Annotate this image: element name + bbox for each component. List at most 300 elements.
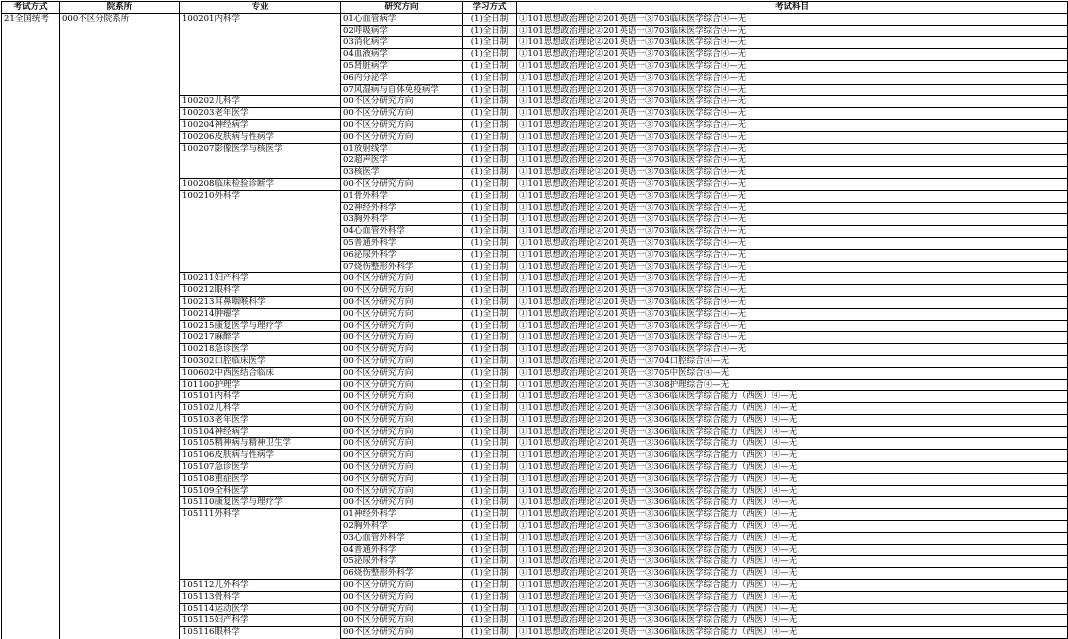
direction-cell: 04血液病学 bbox=[341, 49, 463, 61]
subjects-cell: ①101思想政治理论②201英语一③703临床医学综合④—无 bbox=[517, 285, 1068, 297]
table-row bbox=[2, 580, 1068, 592]
direction-cell: 07风湿病与自体免疫病学 bbox=[341, 84, 463, 96]
direction-cell: 00不区分研究方向 bbox=[341, 367, 463, 379]
major-cell bbox=[180, 532, 341, 544]
department-cell bbox=[60, 615, 180, 627]
study-mode-cell: (1)全日制 bbox=[463, 178, 517, 190]
department-cell bbox=[60, 344, 180, 356]
exam-type-cell bbox=[2, 84, 60, 96]
direction-cell: 00不区分研究方向 bbox=[341, 391, 463, 403]
major-cell: 100212眼科学 bbox=[180, 285, 341, 297]
direction-cell: 05肾脏病学 bbox=[341, 60, 463, 72]
direction-cell: 00不区分研究方向 bbox=[341, 273, 463, 285]
exam-type-cell bbox=[2, 414, 60, 426]
table-row bbox=[2, 332, 1068, 344]
subjects-cell: ①101思想政治理论②201英语一③703临床医学综合④—无 bbox=[517, 72, 1068, 84]
table-row bbox=[2, 603, 1068, 615]
table-row bbox=[2, 568, 1068, 580]
table-row bbox=[2, 131, 1068, 143]
study-mode-cell: (1)全日制 bbox=[463, 379, 517, 391]
table-row bbox=[2, 426, 1068, 438]
subjects-cell: ①101思想政治理论②201英语一③306临床医学综合能力（西医）④—无 bbox=[517, 627, 1068, 639]
study-mode-cell: (1)全日制 bbox=[463, 25, 517, 37]
table-row bbox=[2, 285, 1068, 297]
subjects-cell: ①101思想政治理论②201英语一③306临床医学综合能力（西医）④—无 bbox=[517, 591, 1068, 603]
subjects-cell: ①101思想政治理论②201英语一③703临床医学综合④—无 bbox=[517, 214, 1068, 226]
direction-cell: 06内分泌学 bbox=[341, 72, 463, 84]
direction-cell: 05普通外科学 bbox=[341, 237, 463, 249]
study-mode-cell: (1)全日制 bbox=[463, 155, 517, 167]
department-cell: 000不区分院系所 bbox=[60, 13, 180, 25]
direction-cell: 01神经外科学 bbox=[341, 509, 463, 521]
table-row bbox=[2, 143, 1068, 155]
major-cell bbox=[180, 544, 341, 556]
exam-type-cell bbox=[2, 544, 60, 556]
study-mode-cell: (1)全日制 bbox=[463, 568, 517, 580]
exam-type-cell bbox=[2, 37, 60, 49]
table-row bbox=[2, 296, 1068, 308]
study-mode-cell: (1)全日制 bbox=[463, 131, 517, 143]
department-cell bbox=[60, 84, 180, 96]
subjects-cell: ①101思想政治理论②201英语一③306临床医学综合能力（西医）④—无 bbox=[517, 403, 1068, 415]
direction-cell: 06泌尿外科学 bbox=[341, 249, 463, 261]
major-cell: 105115妇产科学 bbox=[180, 615, 341, 627]
exam-type-cell bbox=[2, 143, 60, 155]
table-row bbox=[2, 37, 1068, 49]
major-cell bbox=[180, 521, 341, 533]
major-cell: 105107急诊医学 bbox=[180, 462, 341, 474]
exam-type-cell bbox=[2, 556, 60, 568]
major-cell: 100217麻醉学 bbox=[180, 332, 341, 344]
table-row bbox=[2, 367, 1068, 379]
study-mode-cell: (1)全日制 bbox=[463, 355, 517, 367]
exam-type-cell: 21全国统考 bbox=[2, 13, 60, 25]
exam-type-cell bbox=[2, 167, 60, 179]
table-row bbox=[2, 155, 1068, 167]
table-row bbox=[2, 261, 1068, 273]
exam-type-cell bbox=[2, 509, 60, 521]
exam-type-cell bbox=[2, 426, 60, 438]
major-cell: 100215康复医学与理疗学 bbox=[180, 320, 341, 332]
subjects-cell: ①101思想政治理论②201英语一③703临床医学综合④—无 bbox=[517, 332, 1068, 344]
direction-cell: 00不区分研究方向 bbox=[341, 450, 463, 462]
direction-cell: 00不区分研究方向 bbox=[341, 344, 463, 356]
major-cell: 105106皮肤病与性病学 bbox=[180, 450, 341, 462]
study-mode-cell: (1)全日制 bbox=[463, 13, 517, 25]
subjects-cell: ①101思想政治理论②201英语一③703临床医学综合④—无 bbox=[517, 249, 1068, 261]
direction-cell: 02超声医学 bbox=[341, 155, 463, 167]
study-mode-cell: (1)全日制 bbox=[463, 96, 517, 108]
major-cell: 100218急诊医学 bbox=[180, 344, 341, 356]
header-direction: 研究方向 bbox=[341, 2, 463, 14]
subjects-cell: ①101思想政治理论②201英语一③703临床医学综合④—无 bbox=[517, 261, 1068, 273]
subjects-cell: ①101思想政治理论②201英语一③703临床医学综合④—无 bbox=[517, 84, 1068, 96]
study-mode-cell: (1)全日制 bbox=[463, 190, 517, 202]
header-major: 专业 bbox=[180, 2, 341, 14]
department-cell bbox=[60, 556, 180, 568]
major-cell bbox=[180, 556, 341, 568]
department-cell bbox=[60, 178, 180, 190]
department-cell bbox=[60, 320, 180, 332]
exam-type-cell bbox=[2, 72, 60, 84]
exam-type-cell bbox=[2, 521, 60, 533]
subjects-cell: ①101思想政治理论②201英语一③705中医综合④—无 bbox=[517, 367, 1068, 379]
major-cell bbox=[180, 155, 341, 167]
department-cell bbox=[60, 60, 180, 72]
study-mode-cell: (1)全日制 bbox=[463, 544, 517, 556]
department-cell bbox=[60, 473, 180, 485]
department-cell bbox=[60, 426, 180, 438]
study-mode-cell: (1)全日制 bbox=[463, 615, 517, 627]
department-cell bbox=[60, 497, 180, 509]
major-cell bbox=[180, 60, 341, 72]
table-row bbox=[2, 450, 1068, 462]
subjects-cell: ①101思想政治理论②201英语一③306临床医学综合能力（西医）④—无 bbox=[517, 580, 1068, 592]
direction-cell: 03核医学 bbox=[341, 167, 463, 179]
header-row bbox=[2, 2, 1068, 14]
direction-cell: 00不区分研究方向 bbox=[341, 355, 463, 367]
department-cell bbox=[60, 296, 180, 308]
study-mode-cell: (1)全日制 bbox=[463, 473, 517, 485]
subjects-cell: ①101思想政治理论②201英语一③703临床医学综合④—无 bbox=[517, 131, 1068, 143]
table-row bbox=[2, 237, 1068, 249]
subjects-cell: ①101思想政治理论②201英语一③703临床医学综合④—无 bbox=[517, 37, 1068, 49]
major-cell: 100204神经病学 bbox=[180, 119, 341, 131]
direction-cell: 05泌尿外科学 bbox=[341, 556, 463, 568]
direction-cell: 01放射线学 bbox=[341, 143, 463, 155]
direction-cell: 02胸外科学 bbox=[341, 521, 463, 533]
department-cell bbox=[60, 379, 180, 391]
direction-cell: 00不区分研究方向 bbox=[341, 308, 463, 320]
direction-cell: 00不区分研究方向 bbox=[341, 296, 463, 308]
exam-type-cell bbox=[2, 403, 60, 415]
major-cell bbox=[180, 167, 341, 179]
department-cell bbox=[60, 403, 180, 415]
table-row bbox=[2, 178, 1068, 190]
exam-type-cell bbox=[2, 25, 60, 37]
subjects-cell: ①101思想政治理论②201英语一③306临床医学综合能力（西医）④—无 bbox=[517, 485, 1068, 497]
direction-cell: 02神经外科学 bbox=[341, 202, 463, 214]
major-cell bbox=[180, 237, 341, 249]
study-mode-cell: (1)全日制 bbox=[463, 332, 517, 344]
direction-cell: 01骨外科学 bbox=[341, 190, 463, 202]
subjects-cell: ①101思想政治理论②201英语一③703临床医学综合④—无 bbox=[517, 178, 1068, 190]
exam-type-cell bbox=[2, 237, 60, 249]
department-cell bbox=[60, 308, 180, 320]
department-cell bbox=[60, 438, 180, 450]
direction-cell: 00不区分研究方向 bbox=[341, 285, 463, 297]
major-cell bbox=[180, 261, 341, 273]
study-mode-cell: (1)全日制 bbox=[463, 556, 517, 568]
exam-type-cell bbox=[2, 273, 60, 285]
direction-cell: 00不区分研究方向 bbox=[341, 426, 463, 438]
table-row bbox=[2, 509, 1068, 521]
department-cell bbox=[60, 214, 180, 226]
major-cell: 105111外科学 bbox=[180, 509, 341, 521]
major-cell bbox=[180, 226, 341, 238]
major-cell bbox=[180, 214, 341, 226]
study-mode-cell: (1)全日制 bbox=[463, 532, 517, 544]
major-cell bbox=[180, 72, 341, 84]
study-mode-cell: (1)全日制 bbox=[463, 603, 517, 615]
department-cell bbox=[60, 190, 180, 202]
major-cell bbox=[180, 249, 341, 261]
table-row bbox=[2, 485, 1068, 497]
study-mode-cell: (1)全日制 bbox=[463, 214, 517, 226]
table-row bbox=[2, 96, 1068, 108]
department-cell bbox=[60, 391, 180, 403]
subjects-cell: ①101思想政治理论②201英语一③703临床医学综合④—无 bbox=[517, 320, 1068, 332]
exam-type-cell bbox=[2, 320, 60, 332]
exam-type-cell bbox=[2, 226, 60, 238]
table-row bbox=[2, 379, 1068, 391]
direction-cell: 00不区分研究方向 bbox=[341, 627, 463, 639]
header-study-mode: 学习方式 bbox=[463, 2, 517, 14]
subjects-cell: ①101思想政治理论②201英语一③306临床医学综合能力（西医）④—无 bbox=[517, 462, 1068, 474]
department-cell bbox=[60, 25, 180, 37]
department-cell bbox=[60, 591, 180, 603]
major-cell: 100201内科学 bbox=[180, 13, 341, 25]
department-cell bbox=[60, 355, 180, 367]
direction-cell: 00不区分研究方向 bbox=[341, 108, 463, 120]
department-cell bbox=[60, 367, 180, 379]
department-cell bbox=[60, 202, 180, 214]
subjects-cell: ①101思想政治理论②201英语一③703临床医学综合④—无 bbox=[517, 143, 1068, 155]
exam-type-cell bbox=[2, 379, 60, 391]
table-row bbox=[2, 556, 1068, 568]
department-cell bbox=[60, 119, 180, 131]
direction-cell: 00不区分研究方向 bbox=[341, 615, 463, 627]
table-row bbox=[2, 544, 1068, 556]
subjects-cell: ①101思想政治理论②201英语一③703临床医学综合④—无 bbox=[517, 296, 1068, 308]
major-cell: 100211妇产科学 bbox=[180, 273, 341, 285]
exam-type-cell bbox=[2, 96, 60, 108]
study-mode-cell: (1)全日制 bbox=[463, 414, 517, 426]
direction-cell: 00不区分研究方向 bbox=[341, 603, 463, 615]
table-row bbox=[2, 25, 1068, 37]
major-cell: 100203老年医学 bbox=[180, 108, 341, 120]
subjects-cell: ①101思想政治理论②201英语一③703临床医学综合④—无 bbox=[517, 49, 1068, 61]
direction-cell: 03心血管外科学 bbox=[341, 532, 463, 544]
exam-type-cell bbox=[2, 131, 60, 143]
table-row bbox=[2, 532, 1068, 544]
table-row bbox=[2, 414, 1068, 426]
subjects-cell: ①101思想政治理论②201英语一③306临床医学综合能力（西医）④—无 bbox=[517, 509, 1068, 521]
major-cell: 105112儿外科学 bbox=[180, 580, 341, 592]
table-row bbox=[2, 190, 1068, 202]
exam-type-cell bbox=[2, 462, 60, 474]
direction-cell: 00不区分研究方向 bbox=[341, 96, 463, 108]
exam-type-cell bbox=[2, 190, 60, 202]
subjects-cell: ①101思想政治理论②201英语一③306临床医学综合能力（西医）④—无 bbox=[517, 603, 1068, 615]
direction-cell: 00不区分研究方向 bbox=[341, 462, 463, 474]
study-mode-cell: (1)全日制 bbox=[463, 308, 517, 320]
direction-cell: 00不区分研究方向 bbox=[341, 591, 463, 603]
department-cell bbox=[60, 532, 180, 544]
study-mode-cell: (1)全日制 bbox=[463, 167, 517, 179]
subjects-cell: ①101思想政治理论②201英语一③308护理综合④—无 bbox=[517, 379, 1068, 391]
direction-cell: 07烧伤整形外科学 bbox=[341, 261, 463, 273]
department-cell bbox=[60, 37, 180, 49]
direction-cell: 00不区分研究方向 bbox=[341, 320, 463, 332]
table-row bbox=[2, 49, 1068, 61]
subjects-cell: ①101思想政治理论②201英语一③703临床医学综合④—无 bbox=[517, 96, 1068, 108]
major-cell: 100213耳鼻咽喉科学 bbox=[180, 296, 341, 308]
department-cell bbox=[60, 96, 180, 108]
study-mode-cell: (1)全日制 bbox=[463, 273, 517, 285]
exam-type-cell bbox=[2, 202, 60, 214]
major-cell: 105116眼科学 bbox=[180, 627, 341, 639]
department-cell bbox=[60, 72, 180, 84]
direction-cell: 02呼吸病学 bbox=[341, 25, 463, 37]
exam-type-cell bbox=[2, 249, 60, 261]
major-cell bbox=[180, 37, 341, 49]
exam-type-cell bbox=[2, 450, 60, 462]
header-department: 院系所 bbox=[60, 2, 180, 14]
admissions-table bbox=[1, 1, 1068, 639]
department-cell bbox=[60, 167, 180, 179]
major-cell: 100602中西医结合临床 bbox=[180, 367, 341, 379]
subjects-cell: ①101思想政治理论②201英语一③306临床医学综合能力（西医）④—无 bbox=[517, 532, 1068, 544]
subjects-cell: ①101思想政治理论②201英语一③703临床医学综合④—无 bbox=[517, 60, 1068, 72]
direction-cell: 03消化病学 bbox=[341, 37, 463, 49]
header-subjects: 考试科目 bbox=[517, 2, 1068, 14]
major-cell: 105108重症医学 bbox=[180, 473, 341, 485]
department-cell bbox=[60, 108, 180, 120]
table-row bbox=[2, 84, 1068, 96]
study-mode-cell: (1)全日制 bbox=[463, 497, 517, 509]
table-row bbox=[2, 320, 1068, 332]
table-row bbox=[2, 72, 1068, 84]
department-cell bbox=[60, 249, 180, 261]
department-cell bbox=[60, 544, 180, 556]
table-row bbox=[2, 591, 1068, 603]
study-mode-cell: (1)全日制 bbox=[463, 521, 517, 533]
subjects-cell: ①101思想政治理论②201英语一③703临床医学综合④—无 bbox=[517, 119, 1068, 131]
study-mode-cell: (1)全日制 bbox=[463, 237, 517, 249]
exam-type-cell bbox=[2, 308, 60, 320]
table-row bbox=[2, 167, 1068, 179]
direction-cell: 00不区分研究方向 bbox=[341, 485, 463, 497]
study-mode-cell: (1)全日制 bbox=[463, 509, 517, 521]
direction-cell: 00不区分研究方向 bbox=[341, 332, 463, 344]
study-mode-cell: (1)全日制 bbox=[463, 367, 517, 379]
major-cell: 100210外科学 bbox=[180, 190, 341, 202]
study-mode-cell: (1)全日制 bbox=[463, 426, 517, 438]
table-row bbox=[2, 615, 1068, 627]
department-cell bbox=[60, 521, 180, 533]
exam-type-cell bbox=[2, 49, 60, 61]
subjects-cell: ①101思想政治理论②201英语一③703临床医学综合④—无 bbox=[517, 167, 1068, 179]
major-cell: 105109全科医学 bbox=[180, 485, 341, 497]
major-cell bbox=[180, 84, 341, 96]
major-cell: 105114运动医学 bbox=[180, 603, 341, 615]
department-cell bbox=[60, 226, 180, 238]
subjects-cell: ①101思想政治理论②201英语一③703临床医学综合④—无 bbox=[517, 344, 1068, 356]
table-row bbox=[2, 391, 1068, 403]
subjects-cell: ①101思想政治理论②201英语一③306临床医学综合能力（西医）④—无 bbox=[517, 391, 1068, 403]
subjects-cell: ①101思想政治理论②201英语一③306临床医学综合能力（西医）④—无 bbox=[517, 426, 1068, 438]
major-cell bbox=[180, 49, 341, 61]
study-mode-cell: (1)全日制 bbox=[463, 403, 517, 415]
direction-cell: 01心血管病学 bbox=[341, 13, 463, 25]
department-cell bbox=[60, 155, 180, 167]
subjects-cell: ①101思想政治理论②201英语一③306临床医学综合能力（西医）④—无 bbox=[517, 615, 1068, 627]
department-cell bbox=[60, 49, 180, 61]
direction-cell: 00不区分研究方向 bbox=[341, 119, 463, 131]
subjects-cell: ①101思想政治理论②201英语一③703临床医学综合④—无 bbox=[517, 155, 1068, 167]
major-cell: 105113骨科学 bbox=[180, 591, 341, 603]
table-row bbox=[2, 119, 1068, 131]
department-cell bbox=[60, 509, 180, 521]
department-cell bbox=[60, 603, 180, 615]
department-cell bbox=[60, 580, 180, 592]
major-cell: 105104神经病学 bbox=[180, 426, 341, 438]
department-cell bbox=[60, 332, 180, 344]
subjects-cell: ①101思想政治理论②201英语一③306临床医学综合能力（西医）④—无 bbox=[517, 521, 1068, 533]
subjects-cell: ①101思想政治理论②201英语一③703临床医学综合④—无 bbox=[517, 273, 1068, 285]
table-row bbox=[2, 249, 1068, 261]
study-mode-cell: (1)全日制 bbox=[463, 249, 517, 261]
direction-cell: 04心血管外科学 bbox=[341, 226, 463, 238]
exam-type-cell bbox=[2, 108, 60, 120]
table-row bbox=[2, 214, 1068, 226]
direction-cell: 00不区分研究方向 bbox=[341, 403, 463, 415]
subjects-cell: ①101思想政治理论②201英语一③306临床医学综合能力（西医）④—无 bbox=[517, 568, 1068, 580]
exam-type-cell bbox=[2, 155, 60, 167]
study-mode-cell: (1)全日制 bbox=[463, 462, 517, 474]
table-row bbox=[2, 13, 1068, 25]
exam-type-cell bbox=[2, 367, 60, 379]
major-cell bbox=[180, 25, 341, 37]
study-mode-cell: (1)全日制 bbox=[463, 60, 517, 72]
direction-cell: 00不区分研究方向 bbox=[341, 497, 463, 509]
study-mode-cell: (1)全日制 bbox=[463, 485, 517, 497]
study-mode-cell: (1)全日制 bbox=[463, 591, 517, 603]
table-row bbox=[2, 403, 1068, 415]
exam-type-cell bbox=[2, 332, 60, 344]
subjects-cell: ①101思想政治理论②201英语一③306临床医学综合能力（西医）④—无 bbox=[517, 473, 1068, 485]
exam-type-cell bbox=[2, 580, 60, 592]
direction-cell: 04普通外科学 bbox=[341, 544, 463, 556]
direction-cell: 00不区分研究方向 bbox=[341, 131, 463, 143]
direction-cell: 00不区分研究方向 bbox=[341, 438, 463, 450]
subjects-cell: ①101思想政治理论②201英语一③704口腔综合④—无 bbox=[517, 355, 1068, 367]
major-cell: 100202儿科学 bbox=[180, 96, 341, 108]
study-mode-cell: (1)全日制 bbox=[463, 438, 517, 450]
exam-type-cell bbox=[2, 568, 60, 580]
table-row bbox=[2, 462, 1068, 474]
table-row bbox=[2, 473, 1068, 485]
table-row bbox=[2, 438, 1068, 450]
table-row bbox=[2, 497, 1068, 509]
exam-type-cell bbox=[2, 391, 60, 403]
major-cell: 105105精神病与精神卫生学 bbox=[180, 438, 341, 450]
table-row bbox=[2, 521, 1068, 533]
table-row bbox=[2, 344, 1068, 356]
study-mode-cell: (1)全日制 bbox=[463, 143, 517, 155]
subjects-cell: ①101思想政治理论②201英语一③703临床医学综合④—无 bbox=[517, 226, 1068, 238]
study-mode-cell: (1)全日制 bbox=[463, 202, 517, 214]
department-cell bbox=[60, 143, 180, 155]
study-mode-cell: (1)全日制 bbox=[463, 344, 517, 356]
subjects-cell: ①101思想政治理论②201英语一③306临床医学综合能力（西医）④—无 bbox=[517, 450, 1068, 462]
table-row bbox=[2, 60, 1068, 72]
department-cell bbox=[60, 237, 180, 249]
major-cell bbox=[180, 202, 341, 214]
exam-type-cell bbox=[2, 603, 60, 615]
direction-cell: 00不区分研究方向 bbox=[341, 473, 463, 485]
